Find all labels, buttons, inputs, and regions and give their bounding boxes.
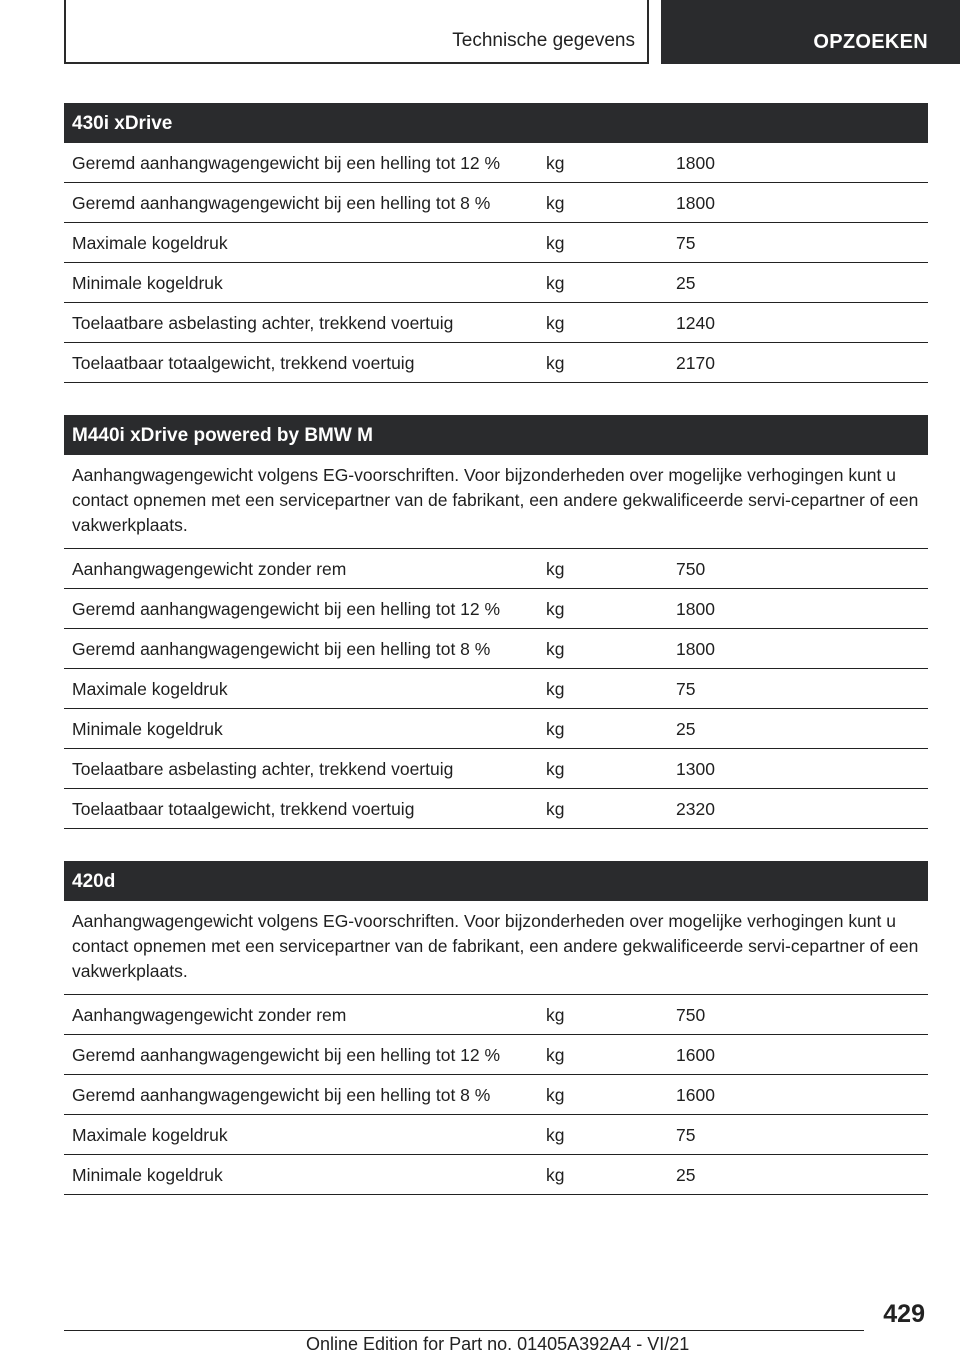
header-title-box: [64, 0, 649, 64]
row-value: 1600: [676, 1085, 715, 1105]
table-row: [64, 1075, 928, 1115]
row-value: 1800: [676, 599, 715, 619]
row-unit: kg: [546, 1125, 565, 1145]
table-row: [64, 629, 928, 669]
spec-section: [64, 415, 928, 829]
row-label: Toelaatbare asbelasting achter, trekkend voertuig: [72, 313, 454, 333]
table-row: [64, 669, 928, 709]
table-row: [64, 995, 928, 1035]
row-label: Geremd aanhangwagengewicht bij een helling tot 8 %: [72, 193, 491, 213]
row-value: 1600: [676, 1045, 715, 1065]
row-unit: kg: [546, 799, 565, 819]
row-unit: kg: [546, 1005, 565, 1025]
row-unit: kg: [546, 639, 565, 659]
row-value: 1800: [676, 639, 715, 659]
row-value: 750: [676, 559, 706, 579]
row-value: 2170: [676, 353, 715, 373]
row-unit: kg: [546, 679, 565, 699]
row-label: Geremd aanhangwagengewicht bij een helling tot 12 %: [72, 1045, 501, 1065]
table-row: [64, 549, 928, 589]
spec-tables: [64, 103, 928, 1227]
row-label: Geremd aanhangwagengewicht bij een helling tot 8 %: [72, 1085, 491, 1105]
row-unit: kg: [546, 153, 565, 173]
row-label: Toelaatbaar totaalgewicht, trekkend voertuig: [72, 799, 415, 819]
row-unit: kg: [546, 1165, 565, 1185]
section-description: Aanhangwagengewicht volgens EG-voorschriften. Voor bijzonderheden over mogelijke verhogingen kunt u contact opnemen met een servicepartner van de fabrikant, een andere gekwalificeerde servi-cepartner of een vakwerkplaats.: [64, 901, 928, 995]
table-row: [64, 223, 928, 263]
row-value: 75: [676, 233, 696, 253]
spec-section: [64, 103, 928, 383]
row-value: 75: [676, 1125, 696, 1145]
row-label: Minimale kogeldruk: [72, 719, 223, 739]
table-row: [64, 183, 928, 223]
spec-section: [64, 861, 928, 1195]
header-title: Technische gegevens: [452, 30, 635, 51]
row-unit: kg: [546, 313, 565, 333]
table-row: [64, 709, 928, 749]
table-row: [64, 1155, 928, 1195]
row-label: Toelaatbaar totaalgewicht, trekkend voertuig: [72, 353, 415, 373]
row-label: Aanhangwagengewicht zonder rem: [72, 559, 347, 579]
row-value: 75: [676, 679, 696, 699]
row-value: 25: [676, 1165, 696, 1185]
row-value: 1800: [676, 193, 715, 213]
row-value: 1300: [676, 759, 715, 779]
table-row: [64, 1115, 928, 1155]
section-title: 430i xDrive: [64, 103, 928, 143]
table-row: [64, 749, 928, 789]
row-label: Minimale kogeldruk: [72, 1165, 223, 1185]
section-description: Aanhangwagengewicht volgens EG-voorschriften. Voor bijzonderheden over mogelijke verhogingen kunt u contact opnemen met een servicepartner van de fabrikant, een andere gekwalificeerde servi-cepartner of een vakwerkplaats.: [64, 455, 928, 549]
row-label: Toelaatbare asbelasting achter, trekkend voertuig: [72, 759, 454, 779]
row-unit: kg: [546, 353, 565, 373]
tab-opzoeken[interactable]: [661, 0, 960, 64]
row-label: Aanhangwagengewicht zonder rem: [72, 1005, 347, 1025]
footer-edition: Online Edition for Part no. 01405A392A4 - VI/21: [306, 1334, 690, 1354]
row-unit: kg: [546, 759, 565, 779]
table-row: [64, 1035, 928, 1075]
table-row: [64, 343, 928, 383]
row-label: Maximale kogeldruk: [72, 233, 228, 253]
row-label: Maximale kogeldruk: [72, 1125, 228, 1145]
tab-opzoeken-label: OPZOEKEN: [813, 31, 928, 53]
row-unit: kg: [546, 233, 565, 253]
table-row: [64, 789, 928, 829]
page-number: 429: [883, 1300, 925, 1328]
table-row: [64, 143, 928, 183]
table-row: [64, 303, 928, 343]
row-value: 750: [676, 1005, 706, 1025]
row-unit: kg: [546, 719, 565, 739]
row-value: 1800: [676, 153, 715, 173]
row-value: 1240: [676, 313, 715, 333]
row-value: 25: [676, 719, 696, 739]
row-unit: kg: [546, 273, 565, 293]
row-unit: kg: [546, 1085, 565, 1105]
footer-divider: [64, 1330, 864, 1331]
row-label: Geremd aanhangwagengewicht bij een helling tot 12 %: [72, 599, 501, 619]
row-label: Geremd aanhangwagengewicht bij een helling tot 12 %: [72, 153, 501, 173]
row-label: Geremd aanhangwagengewicht bij een helling tot 8 %: [72, 639, 491, 659]
row-unit: kg: [546, 1045, 565, 1065]
row-value: 25: [676, 273, 696, 293]
table-row: [64, 263, 928, 303]
section-title: 420d: [64, 861, 928, 901]
row-unit: kg: [546, 559, 565, 579]
table-row: [64, 589, 928, 629]
row-label: Minimale kogeldruk: [72, 273, 223, 293]
section-title: M440i xDrive powered by BMW M: [64, 415, 928, 455]
row-unit: kg: [546, 193, 565, 213]
row-label: Maximale kogeldruk: [72, 679, 228, 699]
row-unit: kg: [546, 599, 565, 619]
row-value: 2320: [676, 799, 715, 819]
